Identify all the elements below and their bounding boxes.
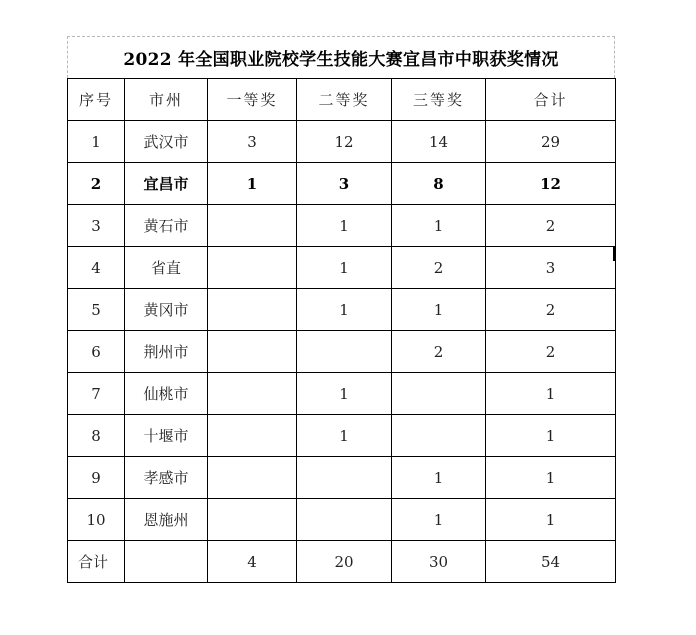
- cell-city: 黄冈市: [125, 289, 208, 331]
- cell-third-prize: 1: [392, 499, 486, 541]
- cell-third-prize: 2: [392, 331, 486, 373]
- table-row: [68, 205, 616, 247]
- cell-city: 仙桃市: [125, 373, 208, 415]
- cell-total: 1: [486, 415, 616, 457]
- table-row: [68, 415, 616, 457]
- header-first-prize: 一等奖: [208, 79, 297, 121]
- table-row: [68, 499, 616, 541]
- cell-city: 武汉市: [125, 121, 208, 163]
- cell-first-prize: 1: [208, 163, 297, 205]
- cell-total: 2: [486, 289, 616, 331]
- cell-total: 3: [486, 247, 616, 289]
- total-overall: 54: [486, 541, 616, 583]
- cell-no: 8: [68, 415, 125, 457]
- cell-city: 十堰市: [125, 415, 208, 457]
- cell-third-prize: [392, 415, 486, 457]
- table-row: [68, 289, 616, 331]
- cell-third-prize: 14: [392, 121, 486, 163]
- cell-first-prize: [208, 205, 297, 247]
- cell-second-prize: 1: [297, 247, 392, 289]
- table-row: [68, 457, 616, 499]
- cell-second-prize: [297, 499, 392, 541]
- cell-second-prize: [297, 457, 392, 499]
- cell-city: 恩施州: [125, 499, 208, 541]
- table-row: [68, 373, 616, 415]
- cell-first-prize: [208, 373, 297, 415]
- cell-first-prize: [208, 289, 297, 331]
- cell-first-prize: [208, 247, 297, 289]
- cell-city: 荆州市: [125, 331, 208, 373]
- cell-no: 7: [68, 373, 125, 415]
- cell-third-prize: 1: [392, 457, 486, 499]
- awards-document: [67, 36, 615, 583]
- cell-total: 1: [486, 499, 616, 541]
- cell-third-prize: 2: [392, 247, 486, 289]
- cell-total: 1: [486, 373, 616, 415]
- cell-third-prize: [392, 373, 486, 415]
- cell-first-prize: [208, 499, 297, 541]
- cell-first-prize: 3: [208, 121, 297, 163]
- cell-city: 孝感市: [125, 457, 208, 499]
- cell-second-prize: [297, 331, 392, 373]
- header-row: [68, 79, 616, 121]
- cell-no: 3: [68, 205, 125, 247]
- cell-second-prize: 1: [297, 373, 392, 415]
- cell-city: 黄石市: [125, 205, 208, 247]
- text-cursor: [613, 247, 615, 261]
- cell-city: 省直: [125, 247, 208, 289]
- header-total: 合计: [486, 79, 616, 121]
- cell-second-prize: 1: [297, 415, 392, 457]
- cell-total: 1: [486, 457, 616, 499]
- table-row: [68, 121, 616, 163]
- cell-first-prize: [208, 331, 297, 373]
- cell-second-prize: 3: [297, 163, 392, 205]
- header-city: 市州: [125, 79, 208, 121]
- cell-third-prize: 1: [392, 289, 486, 331]
- header-second-prize: 二等奖: [297, 79, 392, 121]
- cell-second-prize: 1: [297, 205, 392, 247]
- cell-no: 2: [68, 163, 125, 205]
- cell-city: 宜昌市: [125, 163, 208, 205]
- cell-no: 1: [68, 121, 125, 163]
- cell-third-prize: 1: [392, 205, 486, 247]
- cell-first-prize: [208, 457, 297, 499]
- cell-total: 2: [486, 331, 616, 373]
- total-label: 合计: [68, 541, 125, 583]
- total-row: [68, 541, 616, 583]
- cell-second-prize: 12: [297, 121, 392, 163]
- cell-no: 6: [68, 331, 125, 373]
- cell-no: 5: [68, 289, 125, 331]
- table-row: [68, 331, 616, 373]
- cell-no: 10: [68, 499, 125, 541]
- table-row: [68, 247, 616, 289]
- header-no: 序号: [68, 79, 125, 121]
- cell-first-prize: [208, 415, 297, 457]
- cell-second-prize: 1: [297, 289, 392, 331]
- total-city: [125, 541, 208, 583]
- header-third-prize: 三等奖: [392, 79, 486, 121]
- awards-table: [67, 78, 616, 583]
- table-row-highlighted: [68, 163, 616, 205]
- total-third-prize: 30: [392, 541, 486, 583]
- cell-total: 2: [486, 205, 616, 247]
- total-second-prize: 20: [297, 541, 392, 583]
- cell-no: 9: [68, 457, 125, 499]
- cell-no: 4: [68, 247, 125, 289]
- cell-total: 12: [486, 163, 616, 205]
- cell-total: 29: [486, 121, 616, 163]
- total-first-prize: 4: [208, 541, 297, 583]
- table-title: 2022 年全国职业院校学生技能大赛宜昌市中职获奖情况: [67, 36, 615, 78]
- cell-third-prize: 8: [392, 163, 486, 205]
